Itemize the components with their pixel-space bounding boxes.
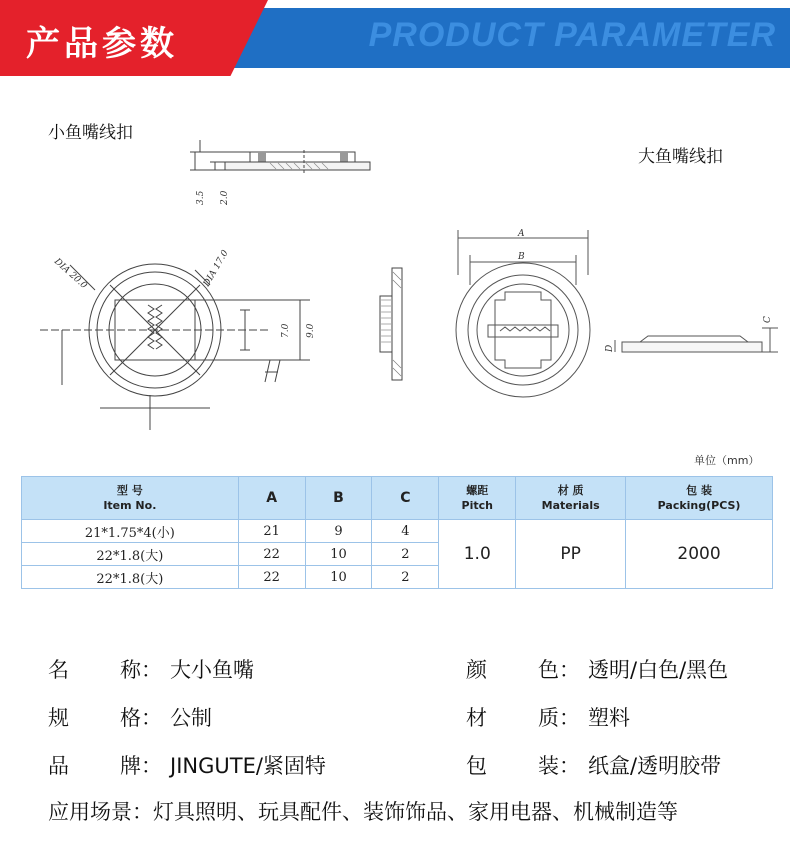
color-value: 透明/白色/黑色 bbox=[588, 658, 729, 682]
dim-7-0: 7.0 bbox=[281, 323, 291, 338]
brand-key-2: 牌： bbox=[120, 754, 162, 778]
header-a: A bbox=[238, 477, 305, 520]
cell-pitch: 1.0 bbox=[439, 520, 516, 589]
cell-packing: 2000 bbox=[626, 520, 773, 589]
name-key-1: 名 bbox=[48, 658, 69, 682]
packing-key-2: 装： bbox=[538, 754, 580, 778]
cell-material: PP bbox=[516, 520, 626, 589]
cell-item: 22*1.8(大) bbox=[22, 566, 239, 589]
cell-c: 4 bbox=[372, 520, 439, 543]
dim-dia-20: DIA 20.0 bbox=[51, 256, 89, 292]
banner-title-en: PRODUCT PARAMETER bbox=[368, 16, 776, 54]
header-b: B bbox=[305, 477, 372, 520]
dim-c: C bbox=[763, 316, 773, 323]
material-key-2: 质： bbox=[538, 706, 580, 730]
spec-key-2: 格： bbox=[120, 706, 162, 730]
color-key-1: 颜 bbox=[466, 658, 487, 682]
name-value: 大小鱼嘴 bbox=[170, 658, 254, 682]
dim-dia-17: DIA 17.0 bbox=[201, 248, 231, 289]
material-key-1: 材 bbox=[466, 706, 487, 730]
spec-table bbox=[21, 476, 773, 589]
brand-value: JINGUTE/紧固特 bbox=[170, 754, 326, 778]
color-key-2: 色： bbox=[538, 658, 580, 682]
dim-9-0: 9.0 bbox=[306, 323, 316, 338]
dim-b: B bbox=[518, 252, 525, 262]
unit-label: 单位（mm） bbox=[694, 454, 760, 467]
usage-scenarios: 应用场景：灯具照明、玩具配件、装饰饰品、家用电器、机械制造等 bbox=[48, 800, 678, 824]
dim-a: A bbox=[518, 229, 525, 239]
cell-b: 10 bbox=[305, 566, 372, 589]
cell-c: 2 bbox=[372, 543, 439, 566]
dim-d: D bbox=[605, 344, 615, 352]
cell-item: 22*1.8(大) bbox=[22, 543, 239, 566]
header-banner bbox=[0, 0, 790, 70]
cell-item: 21*1.75*4(小) bbox=[22, 520, 239, 543]
packing-value: 纸盒/透明胶带 bbox=[588, 754, 722, 778]
header-materials: 材 质 Materials bbox=[516, 477, 626, 520]
banner-title-cn: 产品参数 bbox=[26, 24, 178, 64]
header-packing: 包 装 Packing(PCS) bbox=[626, 477, 773, 520]
name-key-2: 称： bbox=[120, 658, 162, 682]
brand-key-1: 品 bbox=[48, 754, 69, 778]
large-clip-side-view bbox=[615, 328, 778, 352]
small-clip-section-view bbox=[380, 268, 402, 380]
cell-b: 10 bbox=[305, 543, 372, 566]
technical-drawing bbox=[0, 90, 790, 450]
header-pitch: 螺距 Pitch bbox=[439, 477, 516, 520]
dim-2-0: 2.0 bbox=[220, 190, 230, 205]
cell-c: 2 bbox=[372, 566, 439, 589]
dim-3-5: 3.5 bbox=[196, 190, 206, 205]
table-row bbox=[22, 520, 773, 543]
packing-key-1: 包 bbox=[466, 754, 487, 778]
large-clip-label: 大鱼嘴线扣 bbox=[638, 147, 723, 167]
material-value: 塑料 bbox=[588, 706, 630, 730]
table-header-row bbox=[22, 477, 773, 520]
small-clip-side-view bbox=[190, 140, 370, 175]
small-clip-label: 小鱼嘴线扣 bbox=[48, 123, 133, 143]
spec-key-1: 规 bbox=[48, 706, 69, 730]
cell-a: 21 bbox=[238, 520, 305, 543]
header-item-no: 型 号 Item No. bbox=[22, 477, 239, 520]
spec-value: 公制 bbox=[170, 706, 212, 730]
cell-b: 9 bbox=[305, 520, 372, 543]
cell-a: 22 bbox=[238, 543, 305, 566]
header-c: C bbox=[372, 477, 439, 520]
cell-a: 22 bbox=[238, 566, 305, 589]
